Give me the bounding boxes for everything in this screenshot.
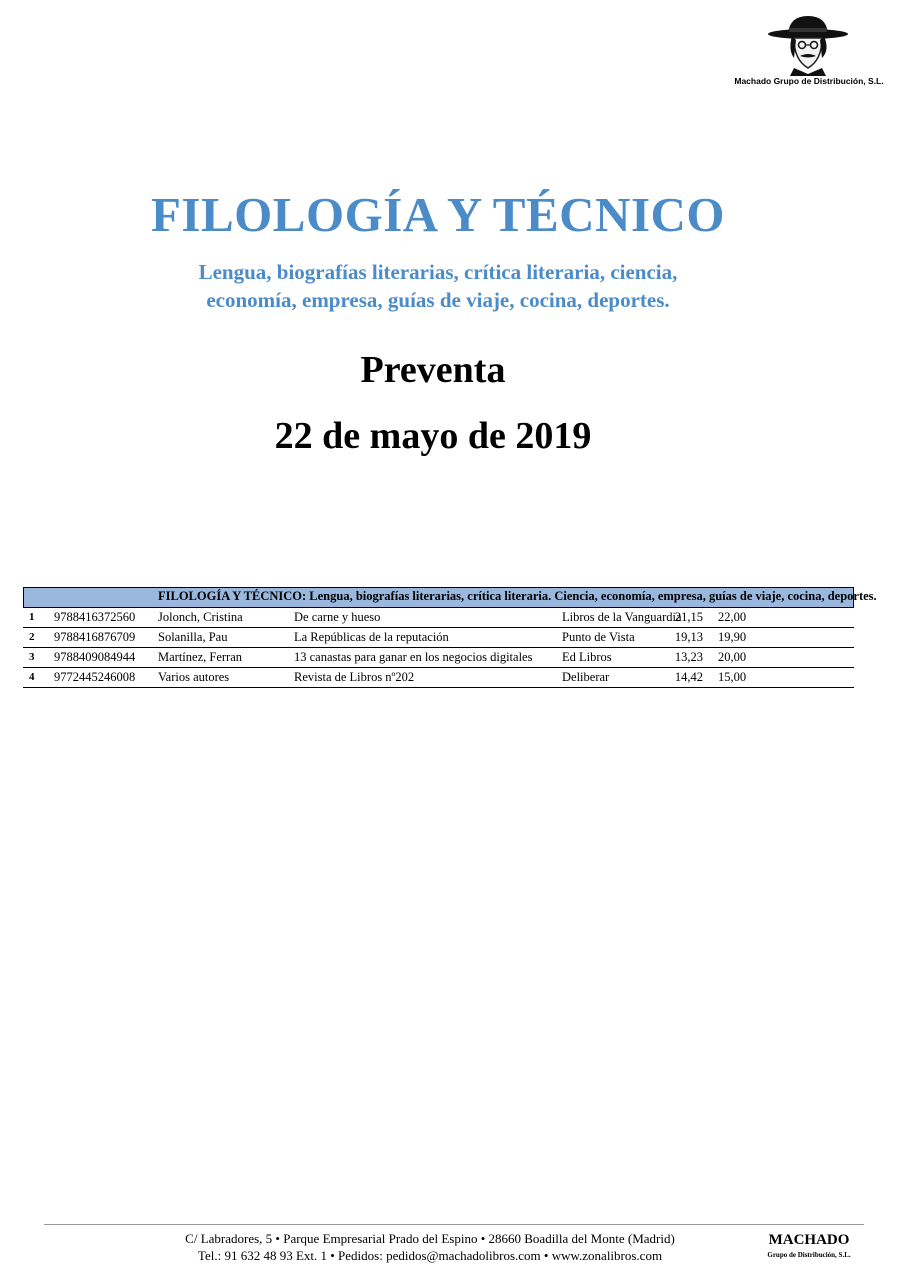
row-publisher: Deliberar — [562, 670, 610, 684]
row-price-net: 14,42 — [674, 670, 703, 684]
table-row — [23, 668, 854, 688]
footer-divider — [44, 1224, 864, 1225]
table-header — [23, 587, 877, 608]
row-price-net: 21,15 — [674, 610, 703, 624]
row-publisher: Punto de Vista — [562, 630, 635, 644]
row-price-pvp: 19,90 — [718, 630, 747, 644]
row-title: Revista de Libros nº202 — [294, 670, 415, 684]
table-header-text: FILOLOGÍA Y TÉCNICO: Lengua, biografías literarias, crítica literaria. Ciencia, economía, empresa, guías de viaje, cocina, deportes. — [158, 589, 877, 603]
row-isbn: 9788409084944 — [54, 650, 136, 664]
row-price-pvp: 15,00 — [718, 670, 747, 684]
row-price-net: 13,23 — [674, 650, 703, 664]
row-isbn: 9788416372560 — [54, 610, 136, 624]
table-row — [23, 628, 854, 648]
preventa-heading: Preventa — [360, 349, 506, 391]
row-author: Martínez, Ferran — [158, 650, 242, 664]
date-heading: 22 de mayo de 2019 — [274, 415, 592, 457]
row-author: Jolonch, Cristina — [158, 610, 243, 624]
row-isbn: 9772445246008 — [54, 670, 136, 684]
row-title: 13 canastas para ganar en los negocios digitales — [294, 650, 533, 664]
row-title: La Repúblicas de la reputación — [294, 630, 449, 644]
man-with-hat-logo-icon — [764, 12, 852, 76]
row-price-pvp: 20,00 — [718, 650, 747, 664]
footer-contact: Tel.: 91 632 48 93 Ext. 1 • Pedidos: pedidos@machadolibros.com • www.zonalibros.com — [197, 1248, 663, 1263]
footer-address: C/ Labradores, 5 • Parque Empresarial Prado del Espino • 28660 Boadilla del Monte (Madrid) — [185, 1231, 675, 1246]
table-body — [23, 608, 854, 688]
subtitle-line-2: economía, empresa, guías de viaje, cocina, deportes. — [206, 288, 670, 312]
table-row — [23, 648, 854, 668]
row-title: De carne y hueso — [294, 610, 381, 624]
page-subtitle — [0, 258, 876, 314]
row-price-net: 19,13 — [674, 630, 703, 644]
book-table — [23, 587, 877, 688]
row-publisher: Ed Libros — [562, 650, 612, 664]
row-number: 2 — [29, 631, 35, 643]
company-logo — [734, 10, 884, 92]
row-number: 1 — [29, 611, 35, 623]
row-price-pvp: 22,00 — [718, 610, 747, 624]
footer-brand-subtitle: Grupo de Distribución, S.L. — [767, 1251, 851, 1259]
page-title: FILOLOGÍA Y TÉCNICO — [150, 187, 726, 242]
footer-address-block — [100, 1230, 760, 1264]
row-author: Varios autores — [158, 670, 230, 684]
table-row — [23, 608, 854, 628]
row-isbn: 9788416876709 — [54, 630, 136, 644]
row-number: 4 — [29, 671, 35, 683]
row-publisher: Libros de la Vanguardia — [562, 610, 682, 624]
logo-text: Machado Grupo de Distribución, S.L. — [734, 76, 884, 86]
subtitle-line-1: Lengua, biografías literarias, crítica literaria, ciencia, — [198, 260, 678, 284]
footer-brand: MACHADO — [768, 1232, 850, 1248]
row-author: Solanilla, Pau — [158, 630, 228, 644]
row-number: 3 — [29, 651, 35, 663]
